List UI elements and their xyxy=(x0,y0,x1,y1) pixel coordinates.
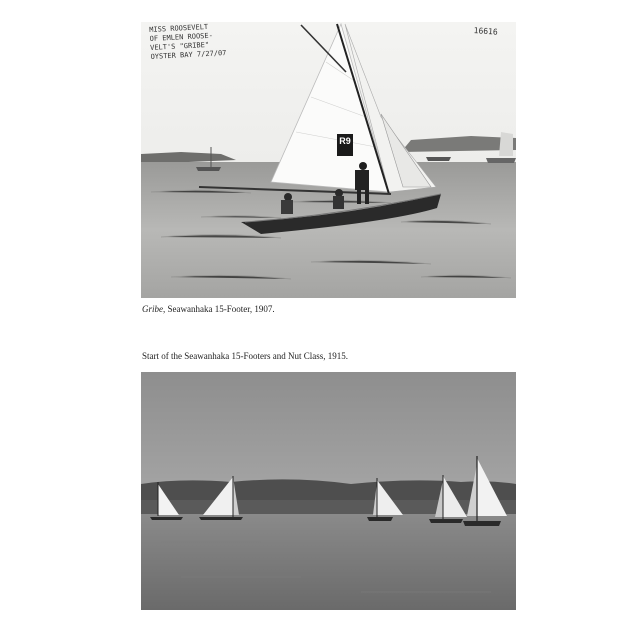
sail-number-label: R9 xyxy=(339,136,351,146)
handwritten-line: OF EMLEN ROOSE- xyxy=(149,31,214,43)
gribe-photo-image xyxy=(141,22,516,298)
handwritten-line: MISS ROOSEVELT xyxy=(149,22,209,34)
boat-name: Gribe xyxy=(142,304,163,314)
top-photo-caption xyxy=(142,304,275,314)
race-start-photo xyxy=(141,372,516,610)
handwritten-note xyxy=(149,21,241,62)
race-start-photo-image xyxy=(141,372,516,610)
handwritten-line: OYSTER BAY 7/27/07 xyxy=(150,48,227,61)
handwritten-line: VELT'S "GRIBE" xyxy=(149,40,210,52)
bottom-photo-caption: Start of the Seawanhaka 15-Footers and Nut Class, 1915. xyxy=(142,351,348,361)
sailboat-photo-gribe xyxy=(141,22,516,298)
caption-text: , Seawanhaka 15-Footer, 1907. xyxy=(163,304,275,314)
handwritten-number: 16616 xyxy=(473,26,499,37)
